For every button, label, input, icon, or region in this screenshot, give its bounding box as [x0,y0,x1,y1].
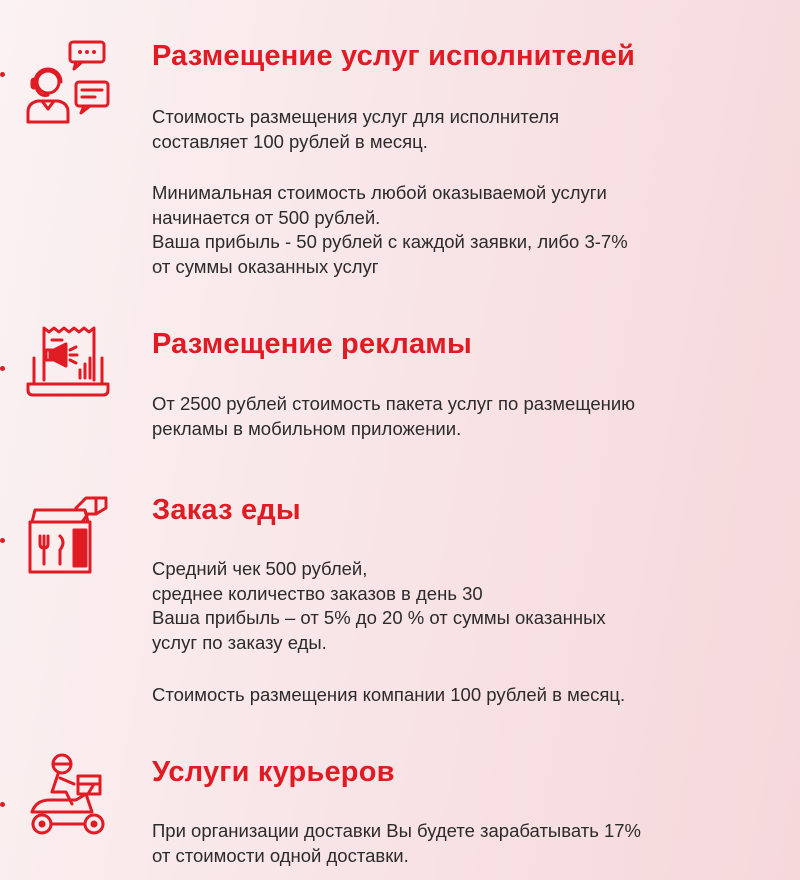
paragraph [152,105,559,154]
paragraph [152,683,625,708]
text-line: Стоимость размещения услуг для исполнителя [152,106,560,127]
edge-marker [0,802,5,807]
text-line: Ваша прибыль – от 5% до 20 % от суммы оказанных [152,607,606,628]
section-title: Размещение услуг исполнителей [152,40,636,72]
text-line: составляет 100 рублей в месяц. [152,130,428,152]
edge-marker [0,366,5,371]
paragraph [152,557,606,655]
text-line: услуг по заказу еды. [152,631,327,653]
food-delivery-bag-icon [22,486,114,578]
edge-marker [0,538,5,543]
laptop-advertising-icon [22,318,114,410]
paragraph [152,392,635,441]
paragraph [152,181,628,279]
call-center-operator-icon [22,34,114,126]
section-title: Заказ еды [152,494,301,526]
text-line: От 2500 рублей стоимость пакета услуг по размещению [152,393,636,414]
text-line: Средний чек 500 рублей, [152,558,368,579]
text-line: При организации доставки Вы будете зарабатывать 17% [152,820,641,841]
text-line: начинается от 500 рублей. [152,206,381,228]
text-line: Стоимость размещения компании 100 рублей в месяц. [152,684,626,705]
section-title: Размещение рекламы [152,328,472,360]
text-line: Ваша прибыль - 50 рублей с каждой заявки, либо 3-7% [152,231,628,252]
text-line: рекламы в мобильном приложении. [152,417,462,439]
courier-scooter-icon [22,750,114,842]
text-line: среднее количество заказов в день 30 [152,582,483,604]
text-line: Минимальная стоимость любой оказываемой услуги [152,182,607,203]
text-line: от суммы оказанных услуг [152,255,379,277]
edge-marker [0,72,5,77]
text-line: от стоимости одной доставки. [152,844,409,866]
section-title: Услуги курьеров [152,756,395,788]
paragraph [152,819,641,868]
